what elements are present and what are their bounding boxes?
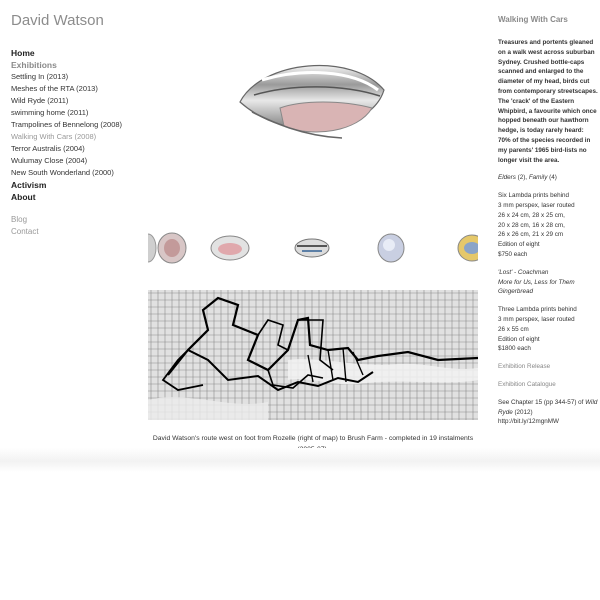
nav-spacer [11, 203, 151, 214]
lost-works [498, 268, 598, 297]
nav-exhibition-wild-ryde[interactable]: Wild Ryde (2011) [11, 96, 69, 105]
nav-home[interactable]: Home [11, 48, 35, 58]
thumbnail-cap-2[interactable] [210, 228, 250, 268]
chapter-note-year: (2012) [512, 408, 533, 416]
exhibition-intro: Treasures and portents gleaned on a walk west across suburban Sydney. Crushed bottle-caps scanned and enlarged to the diameter of my head, birds cut from contemporary streetscapes. The 'crack' of the Eastern Whipbird, a favourite which once hopped beneath our hawthorn hedge, is today rarely heard: 70% of the species recorded in my parents' 1965 bird-lists no longer visit the area. [498, 39, 598, 164]
series-elders-count: (2), [515, 174, 529, 182]
nav-exhibition-new-south-wonderland[interactable]: New South Wonderland (2000) [11, 168, 114, 177]
nav-blog[interactable]: Blog [11, 215, 28, 224]
main-nav [11, 47, 151, 238]
series-family-count: (4) [547, 174, 557, 182]
thumbnail-cap-3[interactable] [294, 228, 330, 268]
thumbnail-strip [148, 228, 478, 268]
prints-2-line: Three Lambda prints behind [498, 306, 577, 314]
prints-details-2 [498, 305, 598, 354]
featured-bottle-cap-image [232, 50, 392, 150]
site-title[interactable]: David Watson [11, 12, 104, 29]
prints-1-price: $750 each [498, 250, 528, 258]
thumbnail-cap-1[interactable] [156, 228, 188, 268]
exhibition-title: Walking With Cars [498, 15, 568, 24]
nav-exhibition-trampolines[interactable]: Trampolines of Bennelong (2008) [11, 120, 123, 129]
prints-2-line: 26 x 55 cm [498, 325, 529, 333]
series-elders-link[interactable]: Elders [498, 174, 516, 182]
lost-coachman-link[interactable]: 'Lost' - Coachman [498, 268, 549, 276]
nav-exhibitions[interactable]: Exhibitions [11, 60, 57, 70]
thumbnail-cap-5-partial[interactable] [456, 228, 478, 268]
nav-exhibition-walking-with-cars[interactable]: Walking With Cars (2008) [11, 132, 97, 141]
prints-2-line: Edition of eight [498, 335, 540, 343]
nav-exhibition-terror-australis[interactable]: Terror Australis (2004) [11, 144, 85, 153]
prints-1-line: 3 mm perspex, laser routed [498, 201, 575, 209]
series-family-link[interactable]: Family [528, 174, 548, 182]
page-bottom-fade [0, 448, 600, 472]
thumbnail-cap-4[interactable] [376, 228, 406, 268]
chapter-note-text: See Chapter 15 (pp 344-57) of [498, 398, 586, 406]
nav-about[interactable]: About [11, 192, 36, 202]
book-short-link[interactable]: http://bit.ly/12mgnMW [498, 418, 559, 426]
prints-1-line: Six Lambda prints behind [498, 192, 570, 200]
gingerbread-link[interactable]: Gingerbread [498, 288, 534, 296]
exhibition-release-link[interactable]: Exhibition Release [498, 363, 551, 371]
nav-activism[interactable]: Activism [11, 180, 47, 190]
prints-details-1 [498, 191, 598, 260]
exhibition-catalogue-link[interactable]: Exhibition Catalogue [498, 380, 556, 388]
prints-2-line: 3 mm perspex, laser routed [498, 315, 575, 323]
chapter-note [498, 398, 598, 427]
exhibition-sidebar [498, 15, 598, 435]
prints-1-line: 26 x 26 cm, 21 x 29 cm [498, 231, 564, 239]
nav-exhibition-meshes[interactable]: Meshes of the RTA (2013) [11, 84, 98, 93]
prints-1-line: Edition of eight [498, 241, 540, 249]
walking-route-map [148, 290, 478, 420]
nav-contact[interactable]: Contact [11, 227, 39, 236]
series-line [498, 173, 598, 183]
map-caption: David Watson's route west on foot from Rozelle (right of map) to Brush Farm - completed in 19 instalments [152, 435, 474, 442]
nav-exhibition-settling-in[interactable]: Settling In (2013) [11, 72, 69, 81]
nav-exhibition-wulumay-close[interactable]: Wulumay Close (2004) [11, 156, 88, 165]
wild-ryde-book-title: Wild Ryde [498, 398, 598, 416]
nav-exhibition-swimming-home[interactable]: swimming home (2011) [11, 108, 89, 117]
prints-2-price: $1800 each [498, 345, 531, 353]
more-for-us-link[interactable]: More for Us, Less for Them [498, 278, 575, 286]
prints-1-line: 26 x 24 cm, 28 x 25 cm, [498, 211, 565, 219]
prints-1-line: 20 x 28 cm, 16 x 28 cm, [498, 221, 565, 229]
